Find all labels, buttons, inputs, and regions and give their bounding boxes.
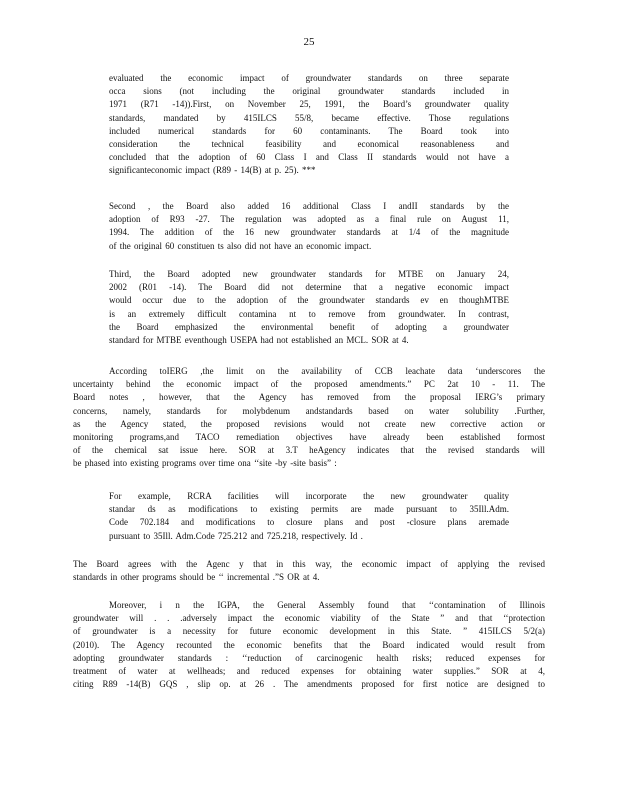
text-line: standard for MTBE eventhough USEPA had not established an MCL. SOR at 4. (109, 335, 409, 346)
text-line: as the Agency stated, the proposed revisions would not create new corrective action or (73, 418, 545, 429)
text-line: uncertainty behind the economic impact of the proposed amendments.” PC 2at 10 - 11. The (73, 379, 545, 390)
text-line: the Board emphasized the environmental benefit of adopting a groundwater (109, 321, 509, 332)
text-line: monitoring programs,and TACO remediation objectives have already been established formost (73, 432, 545, 443)
text-line: included numerical standards for 60 contaminants. The Board took into (109, 125, 509, 136)
text-line: of the original 60 constituen ts also did not have an economic impact. (109, 240, 372, 251)
text-line: 2002 (R01 -14). The Board did not determine that a negative economic impact (109, 282, 509, 293)
paragraph-board-agrees (73, 558, 545, 584)
text-line: (2010). The Agency recounted the economic benefits that the Board indicated would result from (73, 639, 545, 650)
text-line: concluded that the adoption of 60 Class I and Class II standards would not have a (109, 152, 509, 163)
text-line: concerns, namely, standards for molybdenum andstandards based on water solubility .Further, (73, 405, 545, 416)
page-number: 25 (303, 36, 315, 48)
paragraph-economic-impact-evaluations (109, 72, 509, 178)
text-line: Code 702.184 and modifications to closure plans and post -closure plans aremade (109, 517, 509, 528)
text-line: standar ds as modifications to existing permits are made pursuant to 35Ill.Adm. (109, 504, 509, 515)
text-line: According toIERG ,the limit on the availability of CCB leachate data ‘underscores the (109, 366, 545, 376)
text-line: would occur due to the adoption of the groundwater standards ev en thoughMTBE (109, 295, 509, 306)
text-line: For example, RCRA facilities will incorporate the new groundwater quality (109, 491, 509, 501)
text-line: adoption of R93 -27. The regulation was adopted as a final rule on August 11, (109, 214, 509, 225)
text-line: Board notes , however, that the Agency has removed from the proposal IERG’s primary (73, 392, 545, 403)
text-line: standards, mandated by 415ILCS 55/8, became effective. Those regulations (109, 112, 509, 123)
text-line: The Board agrees with the Agenc y that in this way, the economic impact of applying the revised (73, 559, 545, 569)
text-line: significanteconomic impact (R89 - 14(B) at p. 25). *** (109, 165, 316, 176)
text-line: of groundwater is a necessity for future economic development in this State. ” 415ILCS 5/2(a) (73, 626, 545, 637)
text-line: pursuant to 35Ill. Adm.Code 725.212 and 725.218, respectively. Id . (109, 530, 363, 541)
paragraph-igpa-findings (73, 599, 545, 691)
text-line: adopting groundwater standards : ‘‘reduction of carcinogenic health risks; reduced expenses for (73, 652, 545, 663)
paragraph-third-mtbe (109, 268, 509, 347)
text-line: 1994. The addition of the 16 new groundwater standards at 1/4 of the magnitude (109, 227, 509, 238)
text-line: groundwater will . . .adversely impact the economic viability of the State ” and that ‘‘protection (73, 613, 545, 624)
text-line: be phased into existing programs over time ona ‘‘site -by -site basis” : (73, 458, 337, 469)
text-line: is an extremely difficult contamina nt to remove from groundwater. In contrast, (109, 308, 509, 319)
text-line: treatment of water at wellheads; and reduced expenses for obtaining water supplies.” SOR at 4, (73, 666, 545, 677)
block-quote-rcra-example (109, 490, 509, 543)
text-line: evaluated the economic impact of groundwater standards on three separate (109, 73, 509, 83)
paragraph-ierg-ccb-leachate (73, 365, 545, 471)
text-line: consideration the technical feasibility and economical reasonableness and (109, 139, 509, 150)
text-line: occa sions (not including the original groundwater standards included in (109, 86, 509, 97)
text-line: Moreover, i n the IGPA, the General Assembly found that ‘‘contamination of Illinois (109, 600, 545, 610)
paragraph-second-standards (109, 200, 509, 253)
text-line: citing R89 -14(B) GQS , slip op. at 26 . The amendments proposed for first notice are designed to (73, 679, 545, 690)
text-line: Third, the Board adopted new groundwater standards for MTBE on January 24, (109, 269, 509, 279)
text-line: Second , the Board also added 16 additional Class I andII standards by the (109, 201, 509, 211)
text-line: standards in other programs should be ‘‘ incremental .”S OR at 4. (73, 572, 320, 583)
text-line: of the chemical sat issue here. SOR at 3.T heAgency indicates that the revised standards will (73, 445, 545, 456)
text-line: 1971 (R71 -14)).First, on November 25, 1991, the Board’s groundwater quality (109, 99, 509, 110)
